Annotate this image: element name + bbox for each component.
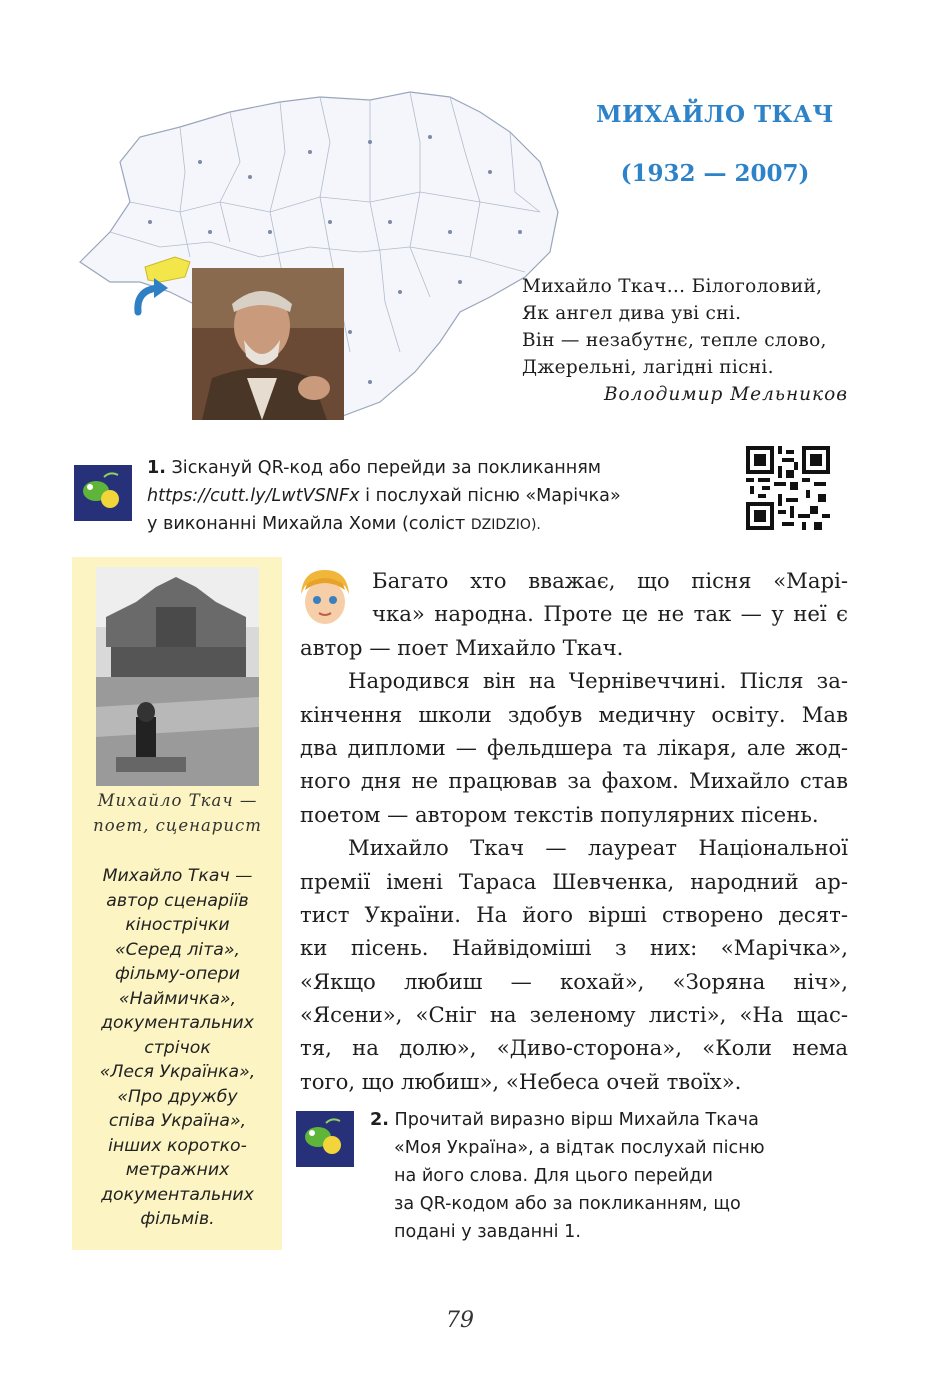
- page-number: 79: [446, 1308, 474, 1333]
- task-link[interactable]: https://cutt.ly/LwtVSNFx: [147, 486, 360, 506]
- life-years: (1932 — 2007): [620, 160, 810, 187]
- sidebar-line: «Наймичка»,: [118, 988, 237, 1009]
- sidebar-line: фільмів.: [140, 1209, 215, 1229]
- text-line: Народився він на Чернівеччині. Після за-: [348, 668, 848, 694]
- sidebar-line: «Серед літа»,: [114, 939, 241, 960]
- caption-line: Михайло Ткач —: [97, 791, 258, 810]
- text-line: ного дня не працював за фахом. Михайло став: [300, 768, 848, 794]
- main-text: [300, 564, 848, 1098]
- text-line: Михайло Ткач — лауреат Національної: [348, 835, 848, 861]
- task-number: 1.: [147, 458, 166, 478]
- task-text: і послухай пісню «Марічка»: [365, 486, 621, 506]
- text-line: тя, на долю», «Диво-сторона», «Коли нема: [300, 1035, 848, 1061]
- task-text: у виконанні Михайла Хоми (соліст: [147, 514, 466, 534]
- sidebar-line: Михайло Ткач —: [102, 866, 253, 886]
- historic-photo: [96, 567, 259, 786]
- task-text: ).: [530, 517, 541, 533]
- band-name: DZIDZIO: [470, 517, 531, 533]
- task-bug-icon: [296, 1111, 354, 1167]
- sidebar-line: стрічок: [144, 1037, 211, 1058]
- qr-code[interactable]: [746, 446, 830, 530]
- epigraph-line: Михайло Ткач… Білоголовий,: [522, 276, 823, 297]
- text-line: Багато хто вважає, що пісня «Марі-: [372, 568, 848, 593]
- task-2: [370, 1106, 830, 1246]
- epigraph-line: Він — незабутнє, тепле слово,: [522, 330, 827, 351]
- text-line: поетом — автором текстів популярних пісень.: [300, 801, 819, 827]
- task-line: [370, 1106, 830, 1134]
- sidebar-line: фільму-опери: [114, 964, 240, 984]
- text-line: «Якщо любиш — кохай», «Зоряна ніч»,: [300, 968, 848, 994]
- sidebar-note: [80, 864, 275, 1232]
- epigraph-line: Джерельні, лагідні пісні.: [522, 357, 774, 378]
- portrait-photo: [192, 268, 344, 420]
- task-line: за QR-кодом або за покликанням, що: [394, 1194, 741, 1214]
- sidebar-line: інших коротко-: [108, 1135, 247, 1156]
- text-line: два дипломи — фельдшера та лікаря, але жод-: [300, 734, 848, 760]
- sidebar-line: «Леся Українка»,: [99, 1062, 256, 1082]
- caption-line: поет, сценарист: [93, 816, 262, 835]
- task-number: 2.: [370, 1110, 389, 1130]
- text-line: «Ясени», «Сніг на зеленому листі», «На щас-: [300, 1002, 848, 1028]
- text-line: ки пісень. Найвідоміші з них: «Марічка»,: [300, 935, 848, 961]
- sidebar-line: метражних: [125, 1160, 230, 1180]
- task-1: [147, 454, 727, 539]
- sidebar-line: документальних: [101, 1184, 254, 1205]
- text-line: кінчення школи здобув медичну освіту. Мав: [300, 701, 848, 727]
- page-title: МИХАЙЛО ТКАЧ: [596, 101, 834, 128]
- task-text: Прочитай виразно вірш Михайла Ткача: [394, 1110, 759, 1130]
- epigraph-author: Володимир Мельников: [603, 384, 848, 405]
- text-line: тист України. На його вірші створено десят-: [300, 901, 848, 927]
- sidebar-line: співа Україна»,: [108, 1111, 247, 1131]
- epigraph: [522, 273, 852, 408]
- curved-arrow-icon: [128, 276, 172, 320]
- sidebar-line: автор сценаріїв: [106, 890, 249, 911]
- text-line: премії імені Тараса Шевченка, народний ар-: [300, 868, 848, 894]
- text-line: автор — поет Михайло Ткач.: [300, 634, 624, 660]
- sidebar-line: «Про дружбу: [117, 1086, 238, 1107]
- task-bug-icon: [74, 465, 132, 521]
- text-line: чка» народна. Проте це не так — у неї є: [372, 601, 848, 627]
- task-line: «Моя Україна», а відтак послухай пісню: [394, 1138, 765, 1158]
- task-line: на його слова. Для цього перейди: [394, 1166, 713, 1186]
- task-line: подані у завданні 1.: [394, 1222, 581, 1242]
- text-line: того, що любиш», «Небеса очей твоїх».: [300, 1068, 742, 1094]
- sidebar-line: кінострічки: [125, 915, 230, 935]
- sidebar-line: документальних: [101, 1013, 254, 1033]
- photo-caption: [80, 788, 275, 838]
- task-text: Зіскануй QR-код або перейди за покликанням: [171, 458, 602, 478]
- epigraph-line: Як ангел дива уві сні.: [522, 303, 742, 324]
